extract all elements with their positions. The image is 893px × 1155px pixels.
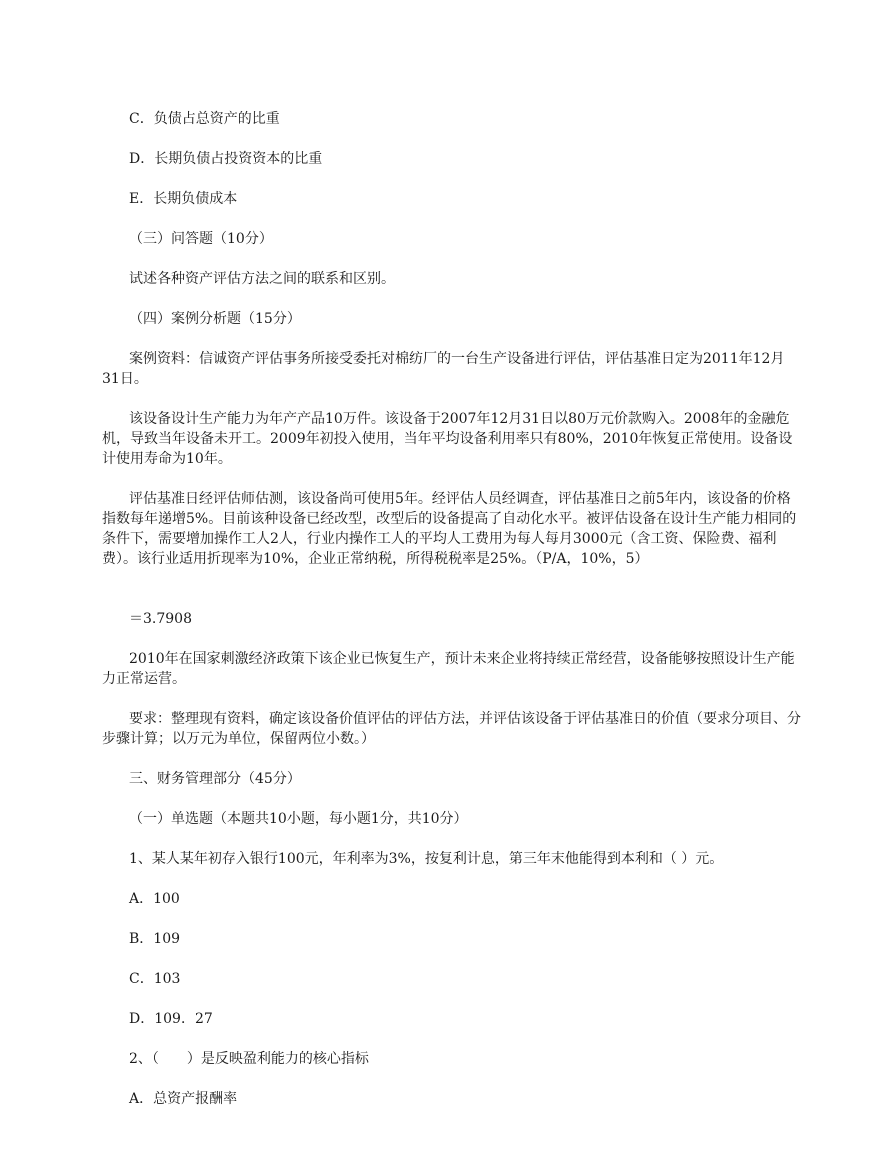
question-1: 1、某人某年初存入银行100元，年利率为3%，按复利计息，第三年末他能得到本利和（ ）元。 [129, 851, 724, 867]
question-1-option-d: D．109．27 [129, 1011, 213, 1027]
question-1-option-a: A．100 [129, 891, 180, 907]
question-1-option-b: B．109 [129, 931, 181, 947]
question-2: 2、（ ）是反映盈利能力的核心指标 [129, 1051, 369, 1067]
section-heading-qa: （三）问答题（10分） [129, 231, 273, 247]
option-c: C．负债占总资产的比重 [129, 111, 280, 127]
question-1-option-c: C．103 [129, 971, 181, 987]
qa-question: 试述各种资产评估方法之间的联系和区别。 [129, 271, 395, 287]
option-e: E．长期负债成本 [129, 191, 238, 207]
section-heading-case: （四）案例分析题（15分） [129, 311, 301, 327]
question-2-option-a: A．总资产报酬率 [129, 1091, 238, 1107]
case-paragraph-2: 评估基准日经评估师估测，该设备尚可使用5年。经评估人员经调查，评估基准日之前5年内，该设备的价格指数每年递增5%。目前该种设备已经改型，改型后的设备提高了自动化水平。被评估设备在设计生产能力相同的条件下，需要增加操作工人2人，行业内操作工人的平均人工费用为每人每月3000元（含工资、保险费、福利费）。该行业适用折现率为10%，企业正常纳税，所得税税率是25%。（P/A，10%，5） [102, 491, 797, 567]
case-paragraph-3: 2010年在国家刺激经济政策下该企业已恢复生产，预计未来企业将持续正常经营，设备能够按照设计生产能力正常运营。 [102, 651, 795, 687]
case-paragraph-1: 该设备设计生产能力为年产产品10万件。该设备于2007年12月31日以80万元价款购入。2008年的金融危机，导致当年设备未开工。2009年初投入使用，当年平均设备利用率只有80%，2010年恢复正常使用。设备设计使用寿命为10年。 [102, 411, 793, 467]
option-d: D．长期负债占投资资本的比重 [129, 151, 323, 167]
section-heading-finance: 三、财务管理部分（45分） [129, 771, 301, 787]
section-heading-single-choice: （一）单选题（本题共10小题，每小题1分，共10分） [129, 811, 468, 827]
case-material: 案例资料：信诚资产评估事务所接受委托对棉纺厂的一台生产设备进行评估，评估基准日定为2011年12月31日。 [102, 351, 785, 387]
case-formula-value: ＝3.7908 [129, 611, 192, 627]
case-requirement: 要求：整理现有资料，确定该设备价值评估的评估方法，并评估该设备于评估基准日的价值（要求分项目、分步骤计算；以万元为单位，保留两位小数。） [102, 711, 801, 747]
